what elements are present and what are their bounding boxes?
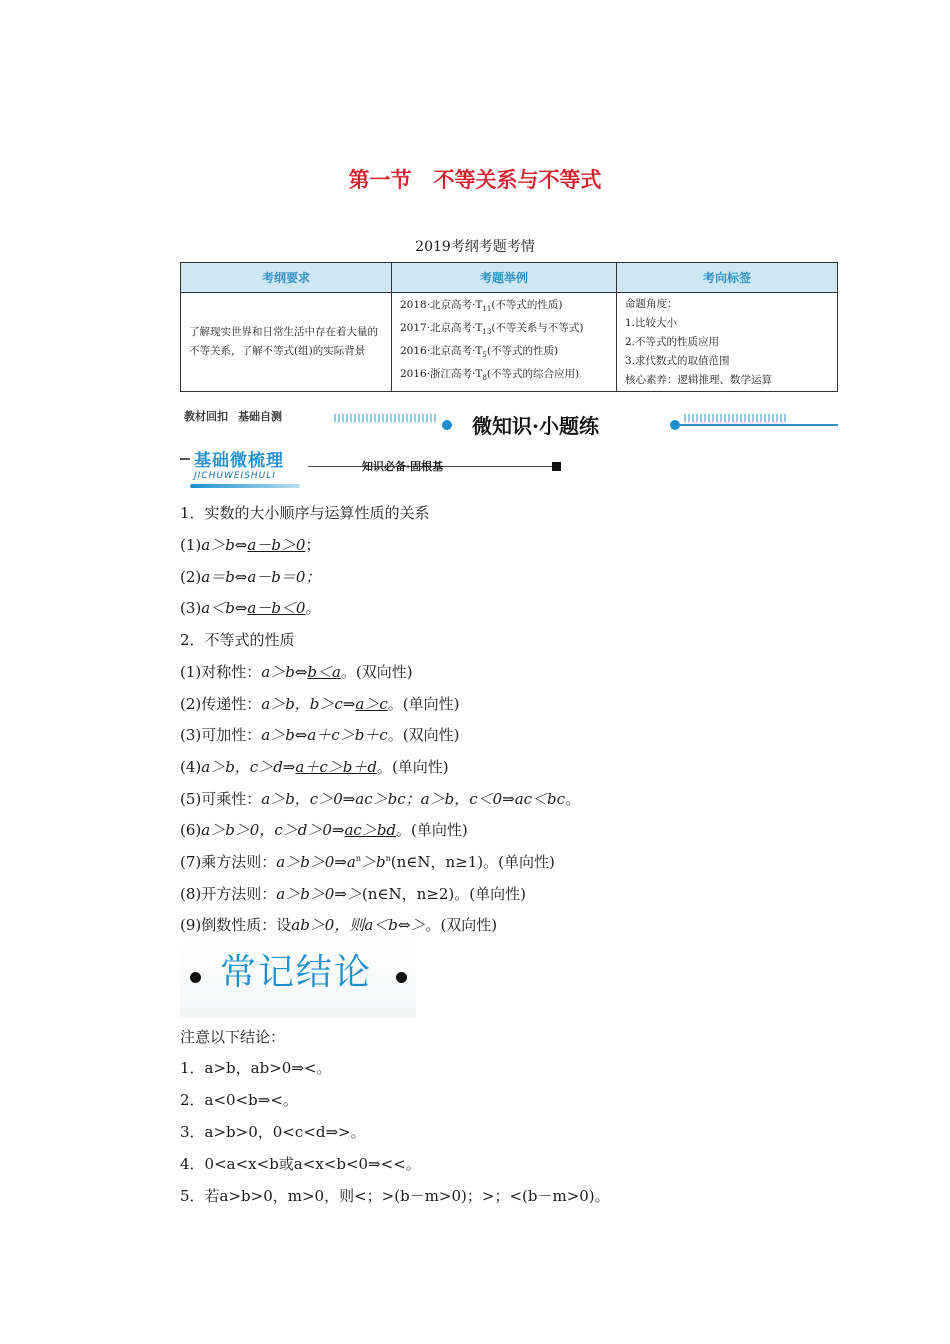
property-line: (5)可乘性：a＞b，c＞0⇒ac＞bc；a＞b，c＜0⇒ac＜bc。 — [180, 790, 581, 808]
table-caption: 2019考纲考题考情 — [415, 239, 535, 255]
tag-line: 核心素养：逻辑推理、数学运算 — [625, 373, 772, 386]
conclusions-intro: 注意以下结论： — [180, 1028, 286, 1046]
square-bullet-icon — [552, 462, 561, 471]
property-line: (6)a＞b＞0，c＞d＞0⇒ac＞bd。(单向性) — [180, 821, 468, 839]
bullet-dot-icon — [670, 420, 680, 430]
bullet-dot-icon — [442, 420, 452, 430]
header-tags: 考向标签 — [617, 263, 838, 293]
requirement-cell: 了解现实世界和日常生活中存在着大量的不等关系，了解不等式(组)的实际背景 — [181, 293, 392, 392]
bullet-dot-icon — [190, 972, 201, 983]
conclusion-item: 3．a>b>0，0<c<d⇒>。 — [180, 1123, 366, 1141]
conclusion-item: 4．0<a<x<b或a<x<b<0⇒<<。 — [180, 1155, 421, 1173]
banner-left-label: 教材回扣 基础自测 — [184, 410, 282, 423]
examples-cell — [392, 293, 617, 392]
knowledge-subtitle: 知识必备·固根基 — [362, 460, 444, 473]
tags-cell — [617, 293, 838, 392]
tag-line: 3.求代数式的取值范围 — [625, 354, 730, 367]
knowledge-pinyin: JICHUWEISHULI — [194, 471, 276, 481]
heading-properties: 2．不等式的性质 — [180, 631, 295, 649]
tag-line: 1.比较大小 — [625, 316, 678, 329]
conclusion-item: 2．a<0<b⇒<。 — [180, 1091, 298, 1109]
page-title — [0, 164, 950, 194]
property-line: (1)对称性：a＞b⇔b＜a。(双向性) — [180, 663, 413, 681]
property-line: (8)开方法则：a＞b＞0⇒＞(n∈N，n≥2)。(单向性) — [180, 885, 526, 903]
example-item: 2016·浙江高考$\cdot T_8$(不等式的综合应用) — [400, 368, 580, 383]
section-name: 不等关系与不等式 — [433, 167, 602, 192]
conclusion-item: 5．若a>b>0，m>0，则<；>(b－m>0)；>；<(b－m>0)。 — [180, 1187, 610, 1205]
heading-order-relation: 1．实数的大小顺序与运算性质的关系 — [180, 504, 430, 522]
divider-line — [680, 424, 838, 426]
section-banner — [180, 404, 838, 440]
knowledge-title: 基础微梳理 — [194, 451, 284, 471]
example-item: 2017·北京高考$\cdot T_{13}$(不等关系与不等式) — [400, 321, 584, 336]
exam-outline-table — [180, 262, 838, 392]
divider-line — [180, 458, 190, 460]
property-line: (2)传递性：a＞b，b＞c⇒a＞c。(单向性) — [180, 695, 460, 713]
tag-line: 2.不等式的性质应用 — [625, 335, 720, 348]
rule-line: (1)a＞b⇔a－b＞0； — [180, 536, 321, 554]
tag-line: 命题角度： — [625, 297, 678, 310]
rule-line: (2)a＝b⇔a－b＝0； — [180, 568, 321, 586]
conclusions-banner — [180, 940, 416, 1018]
property-line: (3)可加性：a＞b⇔a＋c＞b＋c。(双向性) — [180, 726, 460, 744]
property-line: (7)乘方法则：$a>b>0\Rightarrow a^n>b^n(n\in N$，n≥1)。(单向性) — [180, 853, 555, 871]
example-item: 2018·北京高考$\cdot T_{11}$(不等式的性质) — [400, 298, 563, 313]
header-requirement: 考纲要求 — [181, 263, 392, 293]
section-number: 第一节 — [348, 167, 412, 192]
banner-title: 微知识·小题练 — [472, 414, 599, 438]
header-examples: 考题举例 — [392, 263, 617, 293]
knowledge-header — [180, 444, 560, 490]
wave-decoration — [190, 484, 300, 488]
dots-decoration — [684, 414, 786, 422]
property-line: (4)a＞b，c＞d⇒a＋c＞b＋d。(单向性) — [180, 758, 449, 776]
example-item: 2016·北京高考$\cdot T_5$(不等式的性质) — [400, 345, 559, 360]
bullet-dot-icon — [396, 972, 407, 983]
property-line: (9)倒数性质：设ab＞0，则a＜b⇔＞。(双向性) — [180, 916, 498, 934]
conclusions-heading: 常记结论 — [220, 952, 373, 993]
conclusion-item: 1．a>b，ab>0⇒<。 — [180, 1059, 332, 1077]
dots-decoration — [334, 414, 436, 422]
rule-line: (3)a＜b⇔a－b＜0。 — [180, 599, 321, 617]
